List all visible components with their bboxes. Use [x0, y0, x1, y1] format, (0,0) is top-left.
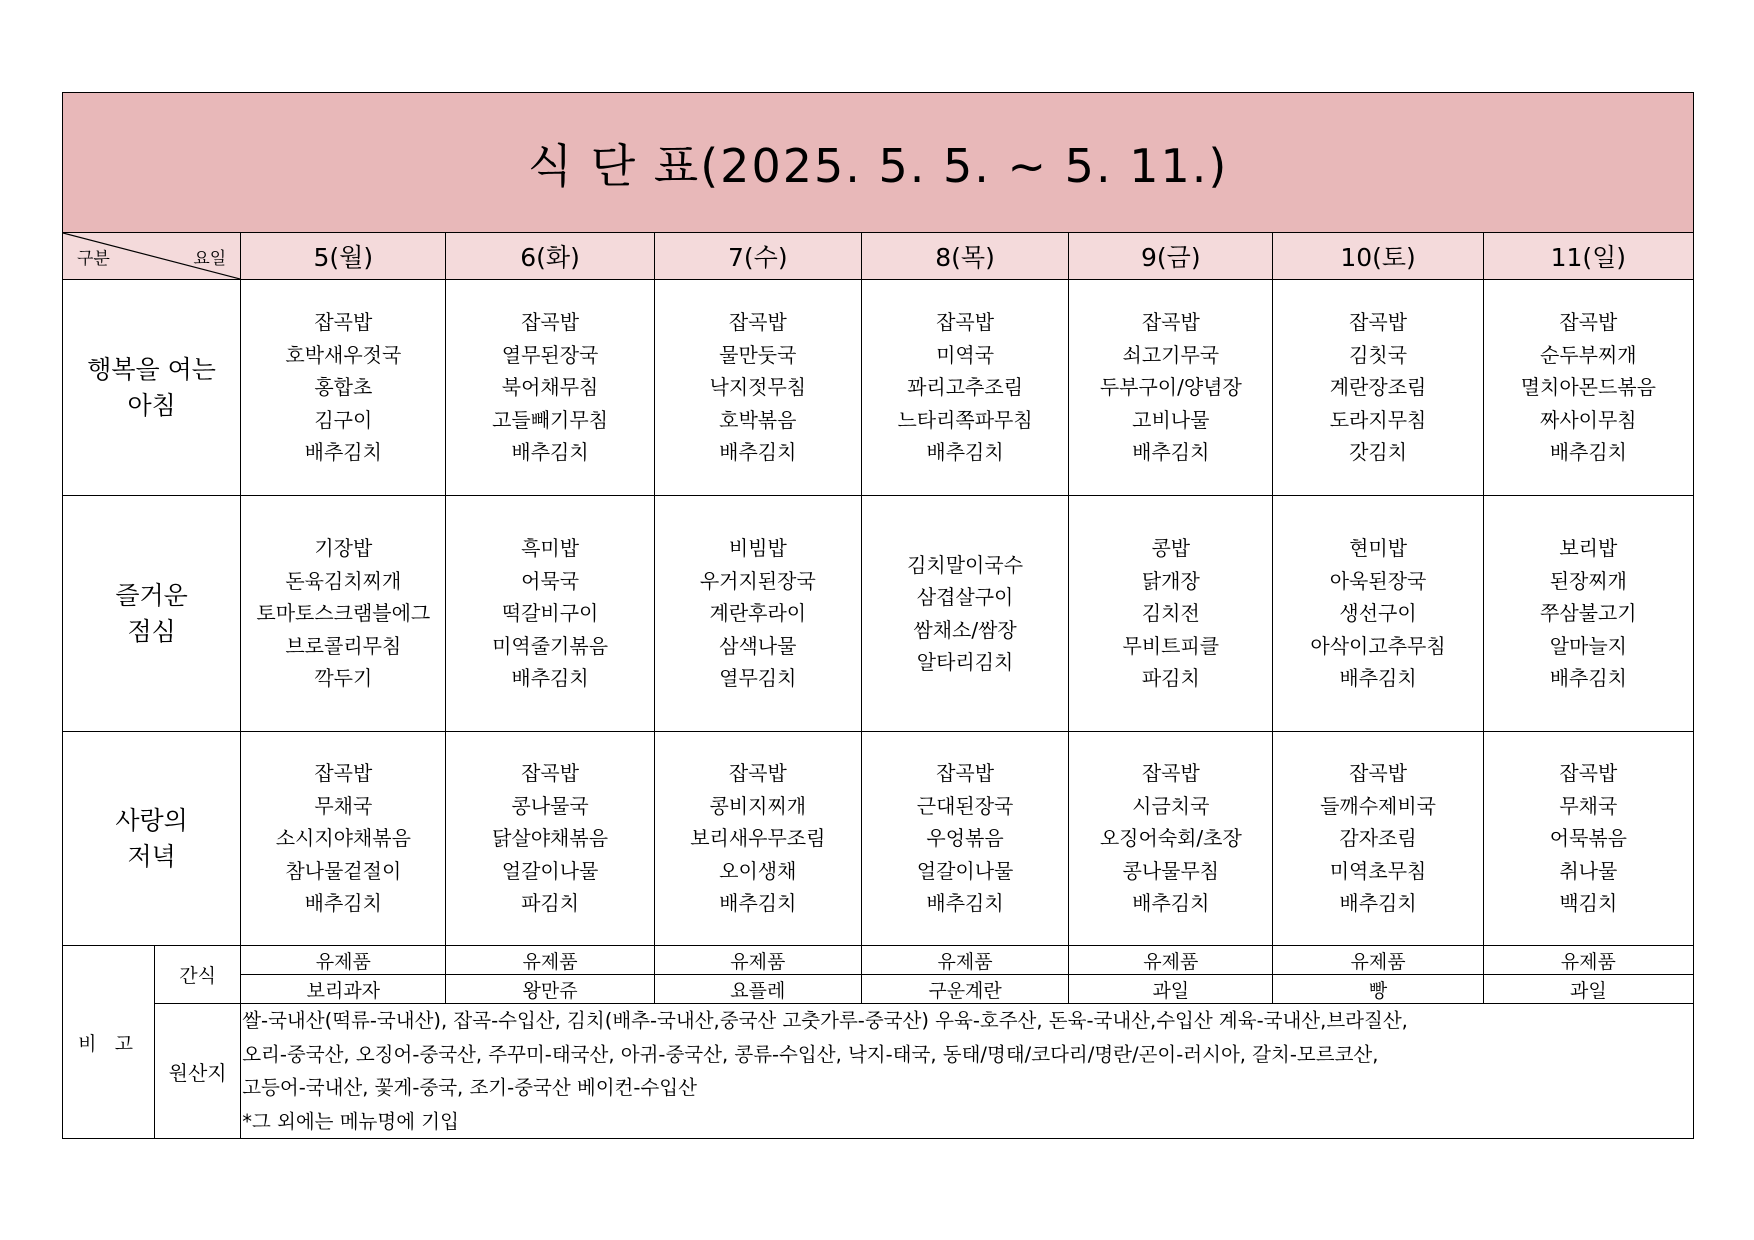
menu-item: 고들빼기무침	[492, 407, 609, 432]
snack-cell: 왕만쥬	[446, 975, 654, 1004]
snack-cell: 과일	[1483, 975, 1693, 1004]
menu-item: 된장찌개	[1549, 568, 1627, 593]
menu-cell	[446, 280, 654, 496]
origin-line: 고등어-국내산, 꽃게-중국, 조기-중국산 베이컨-수입산	[242, 1076, 697, 1099]
menu-item: 배추김치	[1339, 891, 1417, 916]
menu-cell	[861, 496, 1068, 732]
menu-item: 근대된장국	[916, 793, 1014, 818]
snack-cell: 보리과자	[241, 975, 446, 1004]
origin-row	[63, 1004, 1694, 1139]
menu-item: 두부구이/양념장	[1099, 375, 1242, 400]
menu-item: 잡곡밥	[936, 761, 995, 786]
menu-item: 아삭이고추무침	[1310, 633, 1446, 658]
menu-item: 삼색나물	[719, 633, 797, 658]
menu-item: 열무된장국	[501, 342, 599, 367]
menu-item: 들깨수제비국	[1320, 793, 1436, 818]
menu-cell	[861, 280, 1068, 496]
menu-item: 홍합초	[314, 375, 373, 400]
menu-cell	[241, 496, 446, 732]
snack-label: 간식	[155, 946, 241, 1004]
menu-item: 배추김치	[304, 891, 382, 916]
lunch-row	[63, 496, 1694, 732]
menu-item: 미역줄기볶음	[492, 633, 609, 658]
menu-item: 얼갈이나물	[916, 858, 1014, 883]
menu-item: 느타리쪽파무침	[897, 407, 1033, 432]
menu-item: 배추김치	[719, 440, 797, 465]
dinner-row	[63, 732, 1694, 946]
snack-row-2	[63, 975, 1694, 1004]
menu-item: 현미밥	[1349, 536, 1408, 561]
menu-item: 생선구이	[1339, 601, 1417, 626]
menu-item: 오징어숙회/초장	[1099, 826, 1242, 851]
menu-item: 미역초무침	[1329, 858, 1427, 883]
origin-label: 원산지	[155, 1004, 241, 1139]
menu-item: 우엉볶음	[926, 826, 1004, 851]
menu-item: 잡곡밥	[1349, 761, 1408, 786]
menu-item: 쌈채소/쌈장	[913, 617, 1017, 642]
menu-item: 잡곡밥	[1559, 761, 1618, 786]
origin-line: 쌀-국내산(떡류-국내산), 잡곡-수입산, 김치(배추-국내산,중국산 고춧가루-중국산) 우육-호주산, 돈육-국내산,수입산 계육-국내산,브라질산,	[242, 1009, 1408, 1032]
menu-cell	[1273, 280, 1483, 496]
day-header-row	[63, 233, 1694, 280]
menu-item: 호박볶음	[719, 407, 797, 432]
menu-item: 열무김치	[719, 666, 797, 691]
snack-cell: 과일	[1069, 975, 1273, 1004]
menu-cell	[861, 732, 1068, 946]
meal-label-line: 점심	[127, 616, 176, 646]
meal-label-line: 저녁	[127, 841, 176, 871]
menu-cell	[1069, 496, 1273, 732]
snack-cell: 유제품	[1273, 946, 1483, 975]
menu-cell	[241, 732, 446, 946]
menu-item: 잡곡밥	[1141, 310, 1200, 335]
menu-cell	[241, 280, 446, 496]
menu-item: 닭개장	[1141, 568, 1200, 593]
origin-line: 오리-중국산, 오징어-중국산, 주꾸미-태국산, 아귀-중국산, 콩류-수입산, 낙지-태국, 동태/명태/코다리/명란/곤이-러시아, 갈치-모르코산,	[242, 1042, 1379, 1066]
meal-label	[63, 496, 241, 732]
menu-item: 잡곡밥	[314, 761, 373, 786]
menu-item: 김칫국	[1349, 342, 1408, 367]
menu-item: 잡곡밥	[1349, 310, 1408, 335]
day-header: 6(화)	[446, 233, 654, 280]
menu-item: 배추김치	[926, 891, 1004, 916]
menu-item: 김치전	[1141, 601, 1200, 626]
day-header: 7(수)	[654, 233, 861, 280]
menu-item: 물만둣국	[719, 342, 797, 367]
menu-item: 닭살야채볶음	[492, 826, 609, 851]
menu-item: 떡갈비구이	[501, 601, 599, 626]
snack-cell: 요플레	[654, 975, 861, 1004]
menu-item: 잡곡밥	[314, 310, 373, 335]
menu-item: 콩나물국	[511, 793, 589, 818]
meal-label-line: 즐거운	[115, 580, 188, 610]
corner-day-label: 요일	[193, 249, 227, 269]
menu-item: 우거지된장국	[699, 568, 816, 593]
menu-item: 잡곡밥	[521, 761, 580, 786]
corner-cell	[63, 233, 241, 280]
menu-item: 배추김치	[304, 440, 382, 465]
menu-item: 배추김치	[511, 666, 589, 691]
menu-cell	[1483, 496, 1693, 732]
menu-cell	[654, 280, 861, 496]
menu-item: 낙지젓무침	[709, 375, 807, 400]
menu-cell	[1483, 280, 1693, 496]
snack-cell: 유제품	[654, 946, 861, 975]
menu-item: 토마토스크램블에그	[256, 601, 431, 626]
menu-item: 돈육김치찌개	[285, 568, 402, 593]
day-header: 8(목)	[861, 233, 1068, 280]
meal-label	[63, 732, 241, 946]
menu-item: 참나물겉절이	[285, 858, 402, 883]
menu-item: 콩밥	[1151, 536, 1191, 561]
menu-item: 도라지무침	[1329, 407, 1427, 432]
page-title: 식 단 표(2025. 5. 5. ~ 5. 11.)	[63, 93, 1694, 233]
snack-cell: 빵	[1273, 975, 1483, 1004]
meal-label-line: 사랑의	[115, 805, 188, 835]
menu-item: 잡곡밥	[728, 310, 787, 335]
menu-item: 보리밥	[1559, 536, 1618, 561]
menu-item: 계란장조림	[1329, 375, 1427, 400]
day-header: 10(토)	[1273, 233, 1483, 280]
menu-item: 감자조림	[1339, 826, 1417, 851]
notes-label: 비 고	[63, 946, 155, 1139]
snack-cell: 구운계란	[861, 975, 1068, 1004]
menu-item: 멸치아몬드볶음	[1520, 375, 1656, 400]
menu-item: 김구이	[314, 407, 373, 432]
menu-item: 배추김치	[1132, 891, 1210, 916]
menu-item: 배추김치	[511, 440, 589, 465]
origin-info	[241, 1004, 1694, 1139]
menu-item: 잡곡밥	[936, 310, 995, 335]
menu-item: 알마늘지	[1549, 633, 1627, 658]
menu-item: 파김치	[521, 891, 580, 916]
menu-item: 얼갈이나물	[501, 858, 599, 883]
menu-item: 깍두기	[314, 666, 373, 691]
menu-item: 쇠고기무국	[1122, 342, 1220, 367]
menu-cell	[1069, 732, 1273, 946]
menu-cell	[1273, 496, 1483, 732]
menu-item: 무채국	[314, 793, 373, 818]
snack-cell: 유제품	[1483, 946, 1693, 975]
menu-item: 배추김치	[926, 440, 1004, 465]
menu-item: 알타리김치	[916, 650, 1014, 674]
menu-item: 어묵볶음	[1549, 826, 1627, 851]
menu-item: 어묵국	[521, 568, 580, 593]
menu-item: 고비나물	[1132, 407, 1210, 432]
menu-item: 삼겹살구이	[916, 585, 1014, 609]
snack-cell: 유제품	[861, 946, 1068, 975]
menu-cell	[654, 496, 861, 732]
menu-item: 무채국	[1559, 793, 1618, 818]
menu-cell	[1069, 280, 1273, 496]
menu-item: 잡곡밥	[521, 310, 580, 335]
menu-cell	[654, 732, 861, 946]
menu-item: 무비트피클	[1122, 633, 1220, 658]
menu-item: 파김치	[1141, 666, 1200, 691]
menu-item: 미역국	[936, 342, 995, 367]
menu-item: 잡곡밥	[1141, 761, 1200, 786]
menu-item: 취나물	[1559, 858, 1618, 883]
day-header: 11(일)	[1483, 233, 1693, 280]
menu-item: 북어채무침	[501, 375, 599, 400]
menu-cell	[446, 732, 654, 946]
menu-item: 호박새우젓국	[285, 342, 402, 367]
menu-item: 보리새우무조림	[690, 826, 826, 851]
menu-table	[62, 92, 1694, 1139]
menu-item: 백김치	[1559, 891, 1618, 916]
menu-item: 브로콜리무침	[285, 633, 402, 658]
snack-cell: 유제품	[446, 946, 654, 975]
menu-item: 배추김치	[1132, 440, 1210, 465]
menu-item: 소시지야채볶음	[275, 826, 411, 851]
menu-item: 콩나물무침	[1122, 858, 1220, 883]
menu-item: 기장밥	[314, 536, 373, 561]
menu-item: 비빔밥	[728, 536, 787, 561]
menu-item: 시금치국	[1132, 793, 1210, 818]
menu-item: 갓김치	[1349, 440, 1408, 465]
breakfast-row	[63, 280, 1694, 496]
menu-cell	[446, 496, 654, 732]
menu-item: 배추김치	[1549, 440, 1627, 465]
menu-item: 아욱된장국	[1329, 568, 1427, 593]
menu-item: 순두부찌개	[1540, 342, 1637, 367]
menu-cell	[1483, 732, 1693, 946]
meal-label	[63, 280, 241, 496]
menu-item: 배추김치	[719, 891, 797, 916]
snack-cell: 유제품	[241, 946, 446, 975]
origin-line: *그 외에는 메뉴명에 기입	[242, 1109, 459, 1133]
menu-item: 꽈리고추조림	[907, 375, 1024, 400]
day-header: 9(금)	[1069, 233, 1273, 280]
menu-cell	[1273, 732, 1483, 946]
meal-label-line: 아침	[127, 390, 176, 420]
snack-cell: 유제품	[1069, 946, 1273, 975]
menu-item: 흑미밥	[521, 536, 580, 561]
menu-item: 잡곡밥	[728, 761, 787, 786]
day-header: 5(월)	[241, 233, 446, 280]
menu-item: 배추김치	[1339, 666, 1417, 691]
corner-category-label: 구분	[77, 249, 110, 269]
menu-item: 오이생채	[719, 858, 797, 883]
menu-item: 잡곡밥	[1559, 310, 1618, 335]
snack-row-1	[63, 946, 1694, 975]
menu-item: 김치말이국수	[907, 552, 1024, 577]
menu-item: 짜사이무침	[1540, 407, 1637, 432]
menu-item: 콩비지찌개	[709, 793, 807, 818]
menu-item: 쭈삼불고기	[1540, 601, 1637, 626]
menu-item: 계란후라이	[709, 601, 807, 626]
menu-item: 배추김치	[1549, 666, 1627, 691]
meal-label-line: 행복을 여는	[87, 354, 216, 384]
